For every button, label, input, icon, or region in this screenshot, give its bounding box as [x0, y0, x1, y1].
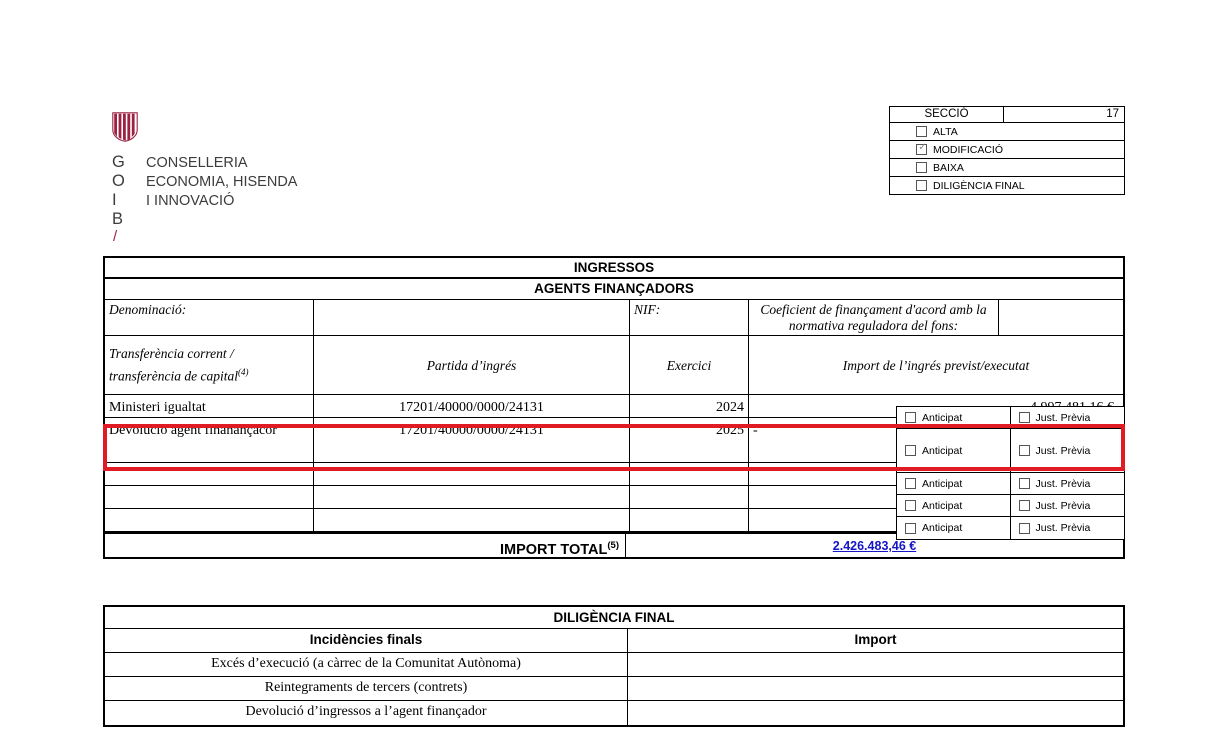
seccio-header-row	[889, 106, 1125, 123]
table-row	[105, 653, 1123, 677]
row-exercici[interactable]	[630, 486, 749, 508]
header-import: Import	[854, 632, 897, 647]
anticipat-cell[interactable]	[897, 495, 1011, 516]
import-total-note: (5)	[607, 540, 619, 551]
header-partida: Partida d’ingrés	[314, 336, 630, 394]
header-transferencia-text: Transferència corrent / transferència de capital	[109, 346, 238, 384]
checkbox-baixa-icon[interactable]	[916, 162, 927, 173]
coeficient-value[interactable]	[999, 300, 1123, 335]
denominacio-header-row	[105, 300, 1123, 336]
diligencia-row-label: Excés d’execució (a càrrec de la Comunitat Autònoma)	[105, 653, 628, 676]
diligencia-header-row	[105, 629, 1123, 653]
header-incidencies-finals: Incidències finals	[105, 629, 628, 652]
conselleria-line-1: CONSELLERIA	[146, 155, 248, 171]
conselleria-name	[146, 154, 297, 211]
checkbox-anticipat-icon[interactable]	[905, 500, 916, 511]
goib-acronym	[112, 154, 136, 249]
row-partida[interactable]: 17201/40000/0000/24131	[314, 395, 630, 417]
seccio-option-modificacio[interactable]	[889, 141, 1125, 159]
just-previa-label: Just. Prèvia	[1035, 444, 1091, 457]
anticipat-label: Anticipat	[922, 522, 963, 534]
conselleria-line-3: I INNOVACIÓ	[146, 193, 235, 209]
checkbox-anticipat-icon[interactable]	[905, 523, 916, 534]
seccio-option-alta[interactable]	[889, 123, 1125, 141]
diligencia-final-table	[103, 605, 1125, 727]
row-denominacio[interactable]	[105, 418, 314, 462]
import-total-value: 2.426.483,46 €	[832, 539, 917, 553]
seccio-label: SECCIÓ	[889, 106, 1004, 123]
header-transferencia-note: (4)	[237, 367, 249, 378]
row-exercici[interactable]: 2024	[630, 395, 749, 417]
diligencia-row-import[interactable]	[628, 653, 1123, 676]
table-row	[105, 701, 1123, 725]
diligencia-band-title: DILIGÈNCIA FINAL	[105, 607, 1123, 629]
import-total-label-text: IMPORT TOTAL	[499, 541, 608, 558]
anticipat-cell[interactable]	[897, 407, 1011, 428]
anticipat-label: Anticipat	[922, 444, 963, 457]
checkbox-just-previa-icon[interactable]	[1019, 412, 1030, 423]
agents-financadors-band: AGENTS FINANÇADORS	[105, 279, 1123, 300]
seccio-option-diligencia-final-label: DILIGÈNCIA FINAL	[933, 179, 1025, 192]
seccio-option-baixa[interactable]	[889, 159, 1125, 177]
checkbox-grid-row	[897, 495, 1124, 517]
conselleria-line-2: ECONOMIA, HISENDA	[146, 174, 298, 190]
diligencia-row-import[interactable]	[628, 677, 1123, 700]
diligencia-row-import[interactable]	[628, 701, 1123, 725]
just-previa-cell[interactable]	[1011, 407, 1125, 428]
denominacio-label: Denominació:	[105, 300, 314, 335]
just-previa-label: Just. Prèvia	[1035, 499, 1091, 512]
anticipat-label: Anticipat	[922, 499, 963, 512]
checkbox-just-previa-icon[interactable]	[1019, 445, 1030, 456]
seccio-option-modificacio-label: MODIFICACIÓ	[933, 143, 1003, 156]
row-denominacio[interactable]	[105, 486, 314, 508]
row-denominacio-text: Devolució agent finanançacor	[109, 423, 277, 438]
ingressos-band-title: INGRESSOS	[105, 258, 1123, 279]
checkbox-grid-row	[897, 429, 1124, 473]
anticipat-label: Anticipat	[922, 411, 963, 424]
seccio-option-alta-label: ALTA	[933, 125, 958, 138]
checkbox-anticipat-icon[interactable]	[905, 445, 916, 456]
row-exercici[interactable]	[630, 463, 749, 485]
checkbox-grid-row	[897, 473, 1124, 495]
anticipat-label: Anticipat	[922, 477, 963, 490]
checkbox-grid-row	[897, 517, 1124, 539]
seccio-option-diligencia-final[interactable]	[889, 177, 1125, 195]
anticipat-cell[interactable]	[897, 517, 1011, 539]
goib-letter-i: I	[112, 191, 117, 209]
seccio-panel	[889, 106, 1125, 195]
seccio-option-baixa-label: BAIXA	[933, 161, 964, 174]
import-total-label	[105, 534, 626, 557]
row-partida[interactable]	[314, 463, 630, 485]
header-import: Import de l’ingrés previst/executat	[842, 357, 1030, 373]
just-previa-cell[interactable]	[1011, 517, 1125, 539]
checkbox-anticipat-icon[interactable]	[905, 478, 916, 489]
checkbox-modificacio-icon[interactable]	[916, 144, 927, 155]
just-previa-label: Just. Prèvia	[1035, 411, 1091, 424]
anticipat-cell[interactable]	[897, 429, 1011, 472]
organization-logo	[112, 112, 432, 249]
row-partida[interactable]	[314, 486, 630, 508]
just-previa-label: Just. Prèvia	[1035, 522, 1091, 534]
seccio-value: 17	[1004, 106, 1125, 123]
row-import-sign: -	[753, 423, 758, 438]
denominacio-value[interactable]	[314, 300, 630, 335]
anticipat-justificacio-grid	[896, 406, 1125, 540]
logo-wordmark	[112, 154, 432, 249]
column-headers-row	[105, 336, 1123, 395]
row-exercici[interactable]: 2025	[630, 418, 749, 462]
goib-slash-icon: /	[113, 228, 118, 245]
row-exercici[interactable]	[630, 509, 749, 531]
checkbox-just-previa-icon[interactable]	[1019, 500, 1030, 511]
header-transferencia	[105, 336, 314, 394]
row-denominacio[interactable]	[105, 509, 314, 531]
checkbox-anticipat-icon[interactable]	[905, 412, 916, 423]
goib-letter-b: B	[112, 210, 124, 228]
row-partida[interactable]	[314, 509, 630, 531]
checkbox-just-previa-icon[interactable]	[1019, 523, 1030, 534]
coeficient-label: Coeficient de finançament d'acord amb la normativa reguladora del fons:	[749, 300, 999, 335]
checkbox-just-previa-icon[interactable]	[1019, 478, 1030, 489]
diligencia-row-label: Devolució d’ingressos a l’agent finançador	[105, 701, 628, 725]
header-exercici: Exercici	[630, 336, 749, 394]
anticipat-cell[interactable]	[897, 473, 1011, 494]
goib-letter-g: G	[112, 153, 125, 171]
row-denominacio[interactable]: Ministeri igualtat	[105, 395, 314, 417]
checkbox-grid-row	[897, 407, 1124, 429]
checkbox-diligencia-final-icon[interactable]	[916, 180, 927, 191]
nif-label: NIF:	[630, 300, 749, 335]
row-partida[interactable]: 17201/40000/0000/24131	[314, 418, 630, 462]
table-row	[105, 677, 1123, 701]
goib-letter-o: O	[112, 172, 125, 190]
checkbox-alta-icon[interactable]	[916, 126, 927, 137]
row-denominacio[interactable]	[105, 463, 314, 485]
just-previa-label: Just. Prèvia	[1035, 477, 1091, 490]
diligencia-row-label: Reintegraments de tercers (contrets)	[105, 677, 628, 700]
just-previa-cell[interactable]	[1011, 473, 1125, 494]
balearic-shield-icon	[112, 112, 138, 142]
just-previa-cell[interactable]	[1011, 495, 1125, 516]
just-previa-cell[interactable]	[1011, 429, 1125, 472]
